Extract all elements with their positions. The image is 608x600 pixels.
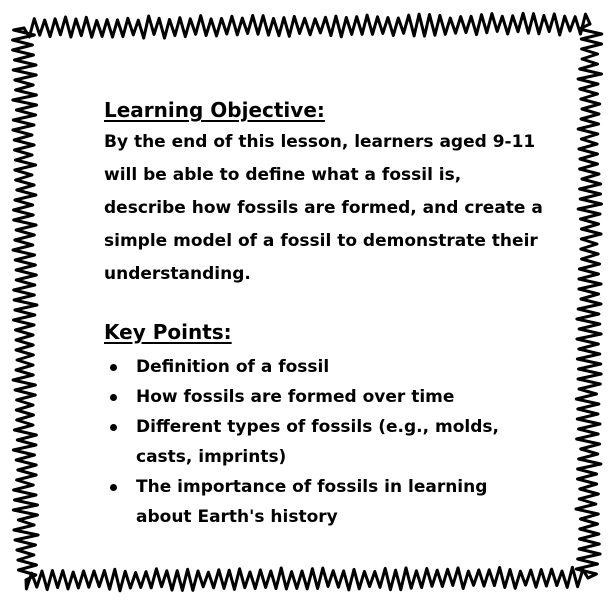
list-item-line: casts, imprints) [136,447,287,467]
content-area [104,96,544,532]
border-bottom-edge [26,567,588,591]
list-item-line: Different types of fossils (e.g., molds, [136,417,499,437]
objective-line: understanding. [104,264,251,284]
bullet-dot-icon [110,424,117,431]
list-item-line: The importance of fossils in learning [136,477,488,497]
objective-line: describe how fossils are formed, and create a [104,198,543,218]
learning-objective-heading: Learning Objective: [104,98,325,122]
objective-line: simple model of a fossil to demonstrate their [104,231,538,251]
learning-objective-text [104,126,544,291]
key-points-list [104,352,544,532]
border-top-edge [24,13,590,38]
list-item-line: How fossils are formed over time [136,387,455,407]
list-item [104,472,544,532]
objective-line: will be able to define what a fossil is, [104,165,462,185]
list-item-line: about Earth's history [136,507,338,527]
bullet-dot-icon [110,364,117,371]
border-left-edge [13,28,38,580]
list-item [104,412,544,472]
bullet-dot-icon [110,394,117,401]
list-item [104,352,544,382]
objective-line: By the end of this lesson, learners aged 9-11 [104,132,536,152]
key-points-heading: Key Points: [104,320,232,344]
border-right-edge [576,24,602,578]
bullet-dot-icon [110,484,117,491]
list-item-line: Definition of a fossil [136,357,330,377]
list-item [104,382,544,412]
